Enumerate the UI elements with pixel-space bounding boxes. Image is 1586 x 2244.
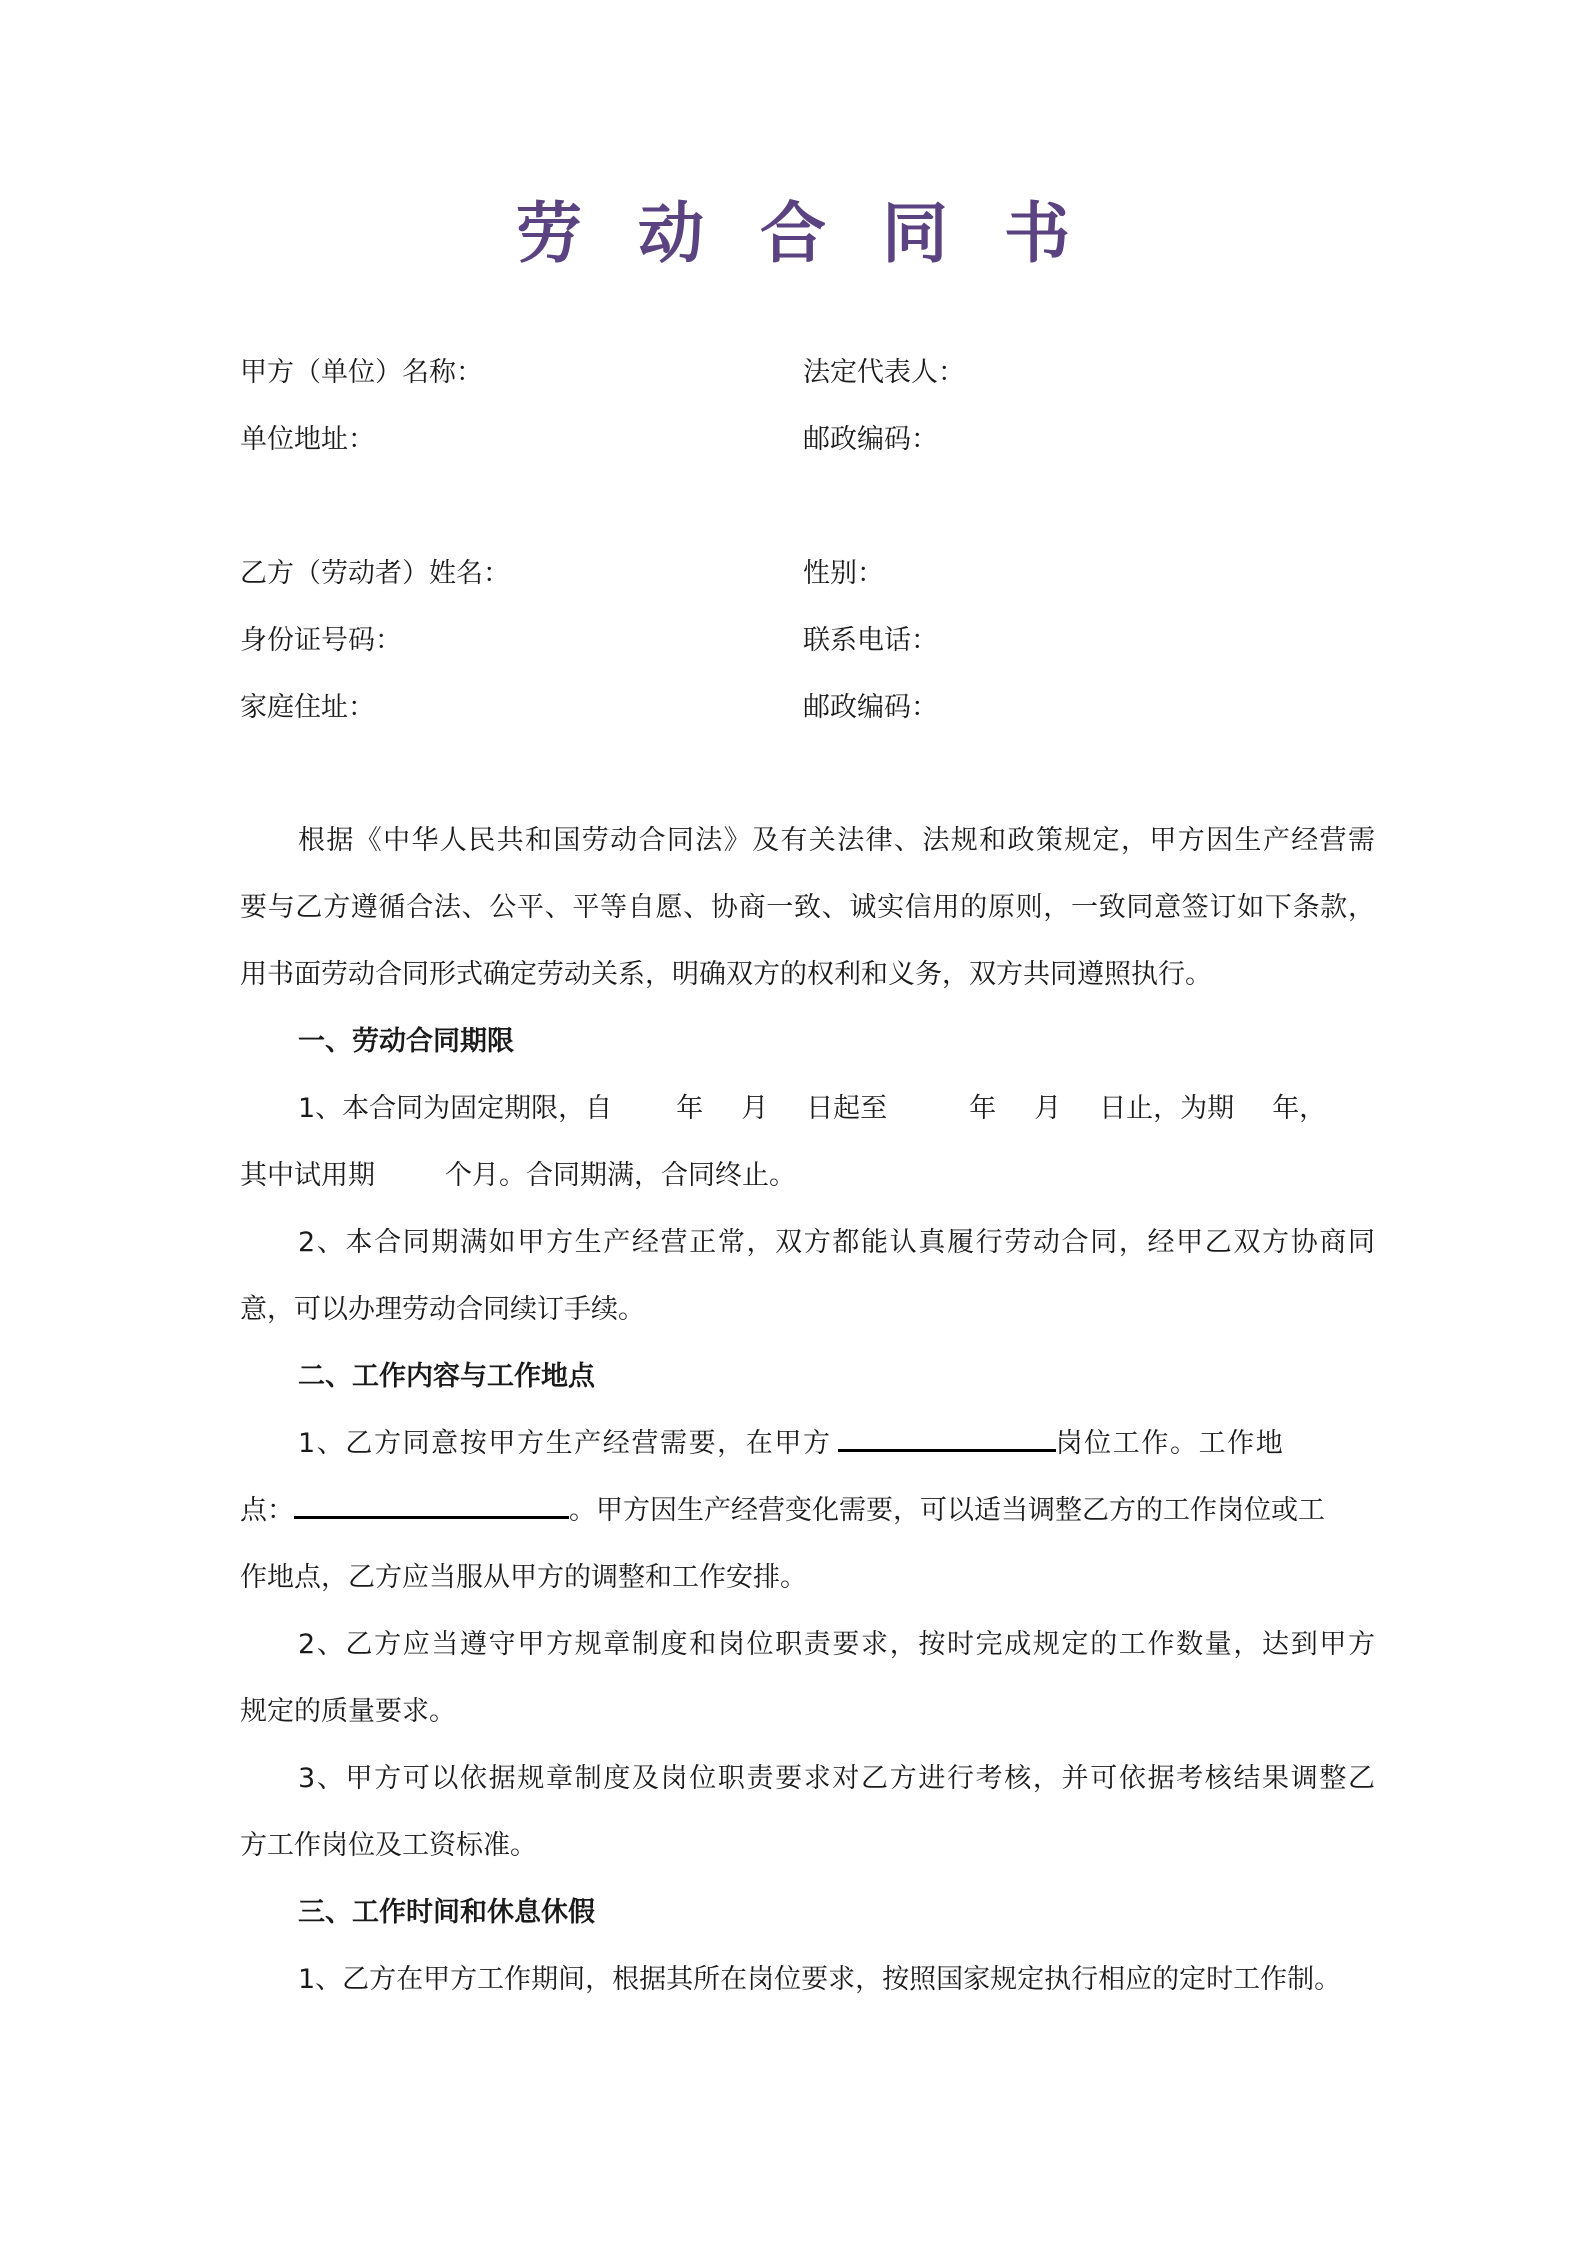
preamble-line: 根据《中华人民共和国劳动合同法》及有关法律、法规和政策规定，甲方因生产经营需 <box>298 825 1375 856</box>
clause-text: 岗位工作。工作地 <box>1055 1428 1285 1459</box>
clause-2-3-line: 方工作岗位及工资标准。 <box>240 1830 537 1861</box>
clause-1-2-line: 意，可以办理劳动合同续订手续。 <box>240 1294 645 1325</box>
clause-2-1-line-1 <box>240 1424 1375 1464</box>
clause-2-1-line-3: 作地点，乙方应当服从甲方的调整和工作安排。 <box>240 1562 807 1593</box>
section-heading: 二、工作内容与工作地点 <box>298 1361 595 1392</box>
party-a-postcode-label: 邮政编码： <box>803 424 938 455</box>
title-char: 动 <box>638 195 704 272</box>
title-char: 合 <box>760 195 826 272</box>
clause-text: 点： <box>240 1495 294 1526</box>
month-label: 月 <box>1034 1093 1062 1124</box>
party-b-name-label: 乙方（劳动者）姓名： <box>240 558 510 589</box>
preamble-line: 要与乙方遵循合法、公平、平等自愿、协商一致、诚实信用的原则，一致同意签订如下条款， <box>240 892 1375 923</box>
clause-2-2-line: 规定的质量要求。 <box>240 1696 456 1727</box>
title-char: 同 <box>882 195 948 272</box>
party-a-rep-label: 法定代表人： <box>803 357 965 388</box>
clause-1-1-line-2 <box>240 1156 1375 1196</box>
section-heading: 三、工作时间和休息休假 <box>298 1897 595 1928</box>
party-b-phone-label: 联系电话： <box>803 625 938 656</box>
clause-1-1-line-1 <box>240 1089 1375 1129</box>
year-label: 年， <box>1272 1093 1327 1124</box>
clause-text: 个月。合同期满，合同终止。 <box>445 1160 796 1191</box>
preamble-line: 用书面劳动合同形式确定劳动关系，明确双方的权利和义务，双方共同遵照执行。 <box>240 959 1212 990</box>
document-title <box>0 180 1586 275</box>
section-heading: 一、劳动合同期限 <box>298 1026 514 1057</box>
clause-3-1-line: 1、乙方在甲方工作期间，根据其所在岗位要求，按照国家规定执行相应的定时工作制。 <box>298 1964 1342 1995</box>
party-a-name-label: 甲方（单位）名称： <box>240 357 483 388</box>
day-label: 日起至 <box>806 1093 888 1124</box>
year-label: 年 <box>676 1093 704 1124</box>
clause-2-1-line-2 <box>240 1491 1375 1531</box>
title-char: 劳 <box>516 195 582 272</box>
party-b-postcode-label: 邮政编码： <box>803 692 938 723</box>
party-b-id-label: 身份证号码： <box>240 625 402 656</box>
party-b-gender-label: 性别： <box>803 558 884 589</box>
day-label: 日止，为期 <box>1099 1093 1235 1124</box>
clause-text: 1、乙方同意按甲方生产经营需要，在甲方 <box>298 1428 832 1459</box>
year-label: 年 <box>969 1093 997 1124</box>
clause-1-2-line: 2、本合同期满如甲方生产经营正常，双方都能认真履行劳动合同，经甲乙双方协商同 <box>298 1227 1375 1258</box>
position-blank-field[interactable] <box>838 1425 1056 1452</box>
clause-text: 。甲方因生产经营变化需要，可以适当调整乙方的工作岗位或工 <box>569 1495 1325 1526</box>
party-b-home-label: 家庭住址： <box>240 692 375 723</box>
clause-text: 其中试用期 <box>240 1160 375 1191</box>
party-a-address-label: 单位地址： <box>240 424 375 455</box>
title-char: 书 <box>1004 195 1070 272</box>
clause-2-2-line: 2、乙方应当遵守甲方规章制度和岗位职责要求，按时完成规定的工作数量，达到甲方 <box>298 1629 1375 1660</box>
clause-2-3-line: 3、甲方可以依据规章制度及岗位职责要求对乙方进行考核，并可依据考核结果调整乙 <box>298 1763 1375 1794</box>
clause-text: 1、本合同为固定期限，自 <box>298 1093 613 1124</box>
location-blank-field[interactable] <box>294 1492 569 1519</box>
month-label: 月 <box>741 1093 769 1124</box>
